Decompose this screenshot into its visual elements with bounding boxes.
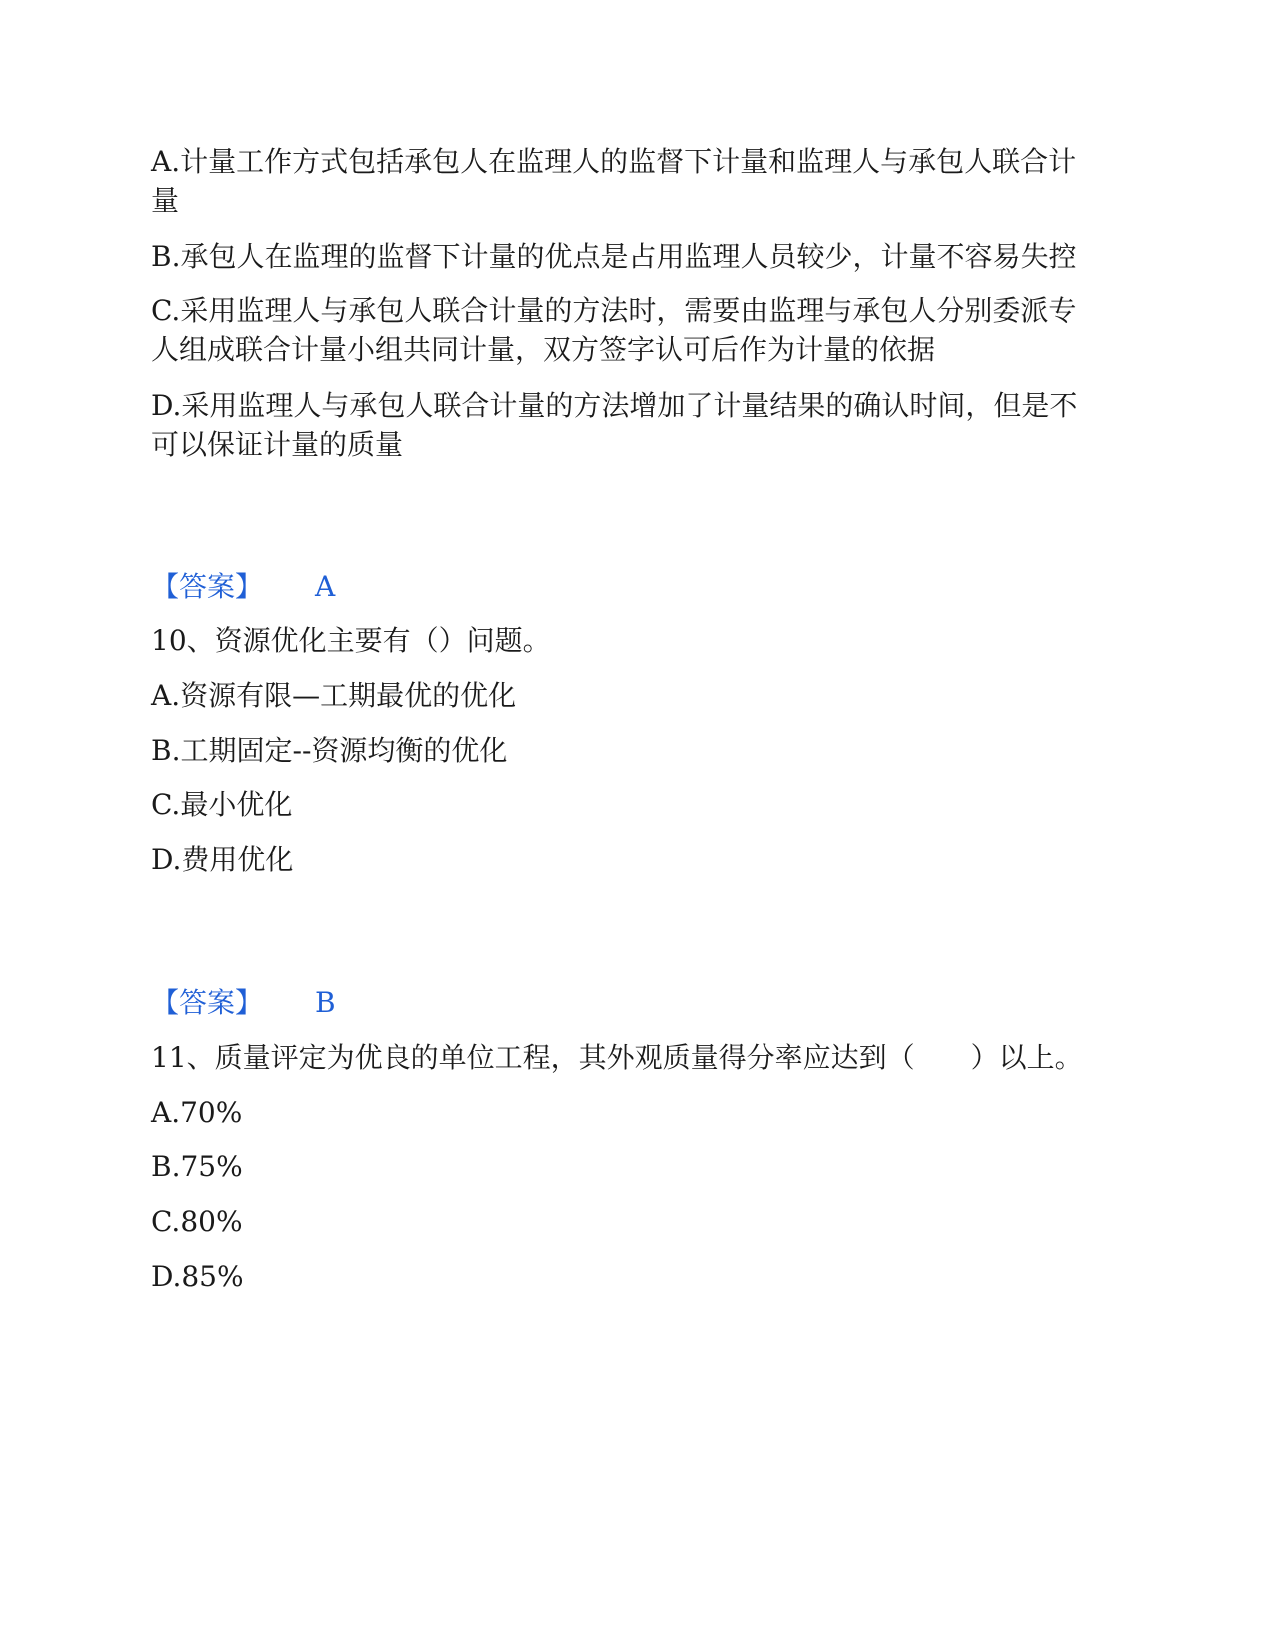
q10-option-a: A.资源有限—工期最优的优化 <box>151 679 517 712</box>
answer-value: A <box>315 570 336 603</box>
q11-stem: 11、质量评定为优良的单位工程，其外观质量得分率应达到（ ）以上。 <box>151 1041 1083 1074</box>
q9-option-d-line1: D.采用监理人与承包人联合计量的方法增加了计量结果的确认时间，但是不 <box>151 389 1078 422</box>
q10-option-c: C.最小优化 <box>151 788 293 821</box>
q11-option-c: C.80% <box>151 1205 243 1238</box>
q11-option-d: D.85% <box>151 1260 244 1293</box>
q9-option-b: B.承包人在监理的监督下计量的优点是占用监理人员较少，计量不容易失控 <box>151 240 1077 273</box>
answer-value: B <box>315 986 336 1019</box>
q10-stem: 10、资源优化主要有（）问题。 <box>151 624 551 657</box>
q9-option-c-line1: C.采用监理人与承包人联合计量的方法时，需要由监理与承包人分别委派专 <box>151 294 1077 327</box>
q10-option-d: D.费用优化 <box>151 843 294 876</box>
q10-answer <box>151 983 1111 1023</box>
q9-option-a-line2: 量 <box>151 184 180 217</box>
q11-option-b: B.75% <box>151 1150 243 1183</box>
q9-answer <box>151 567 1111 607</box>
q10-option-b: B.工期固定--资源均衡的优化 <box>151 734 508 767</box>
q9-option-a-line1: A.计量工作方式包括承包人在监理人的监督下计量和监理人与承包人联合计 <box>151 145 1077 178</box>
q9-option-d-line2: 可以保证计量的质量 <box>151 428 404 461</box>
answer-label: 【答案】 <box>151 986 264 1019</box>
q9-option-c-line2: 人组成联合计量小组共同计量，双方签字认可后作为计量的依据 <box>151 333 936 366</box>
q11-option-a: A.70% <box>151 1096 243 1129</box>
answer-label: 【答案】 <box>151 570 264 603</box>
